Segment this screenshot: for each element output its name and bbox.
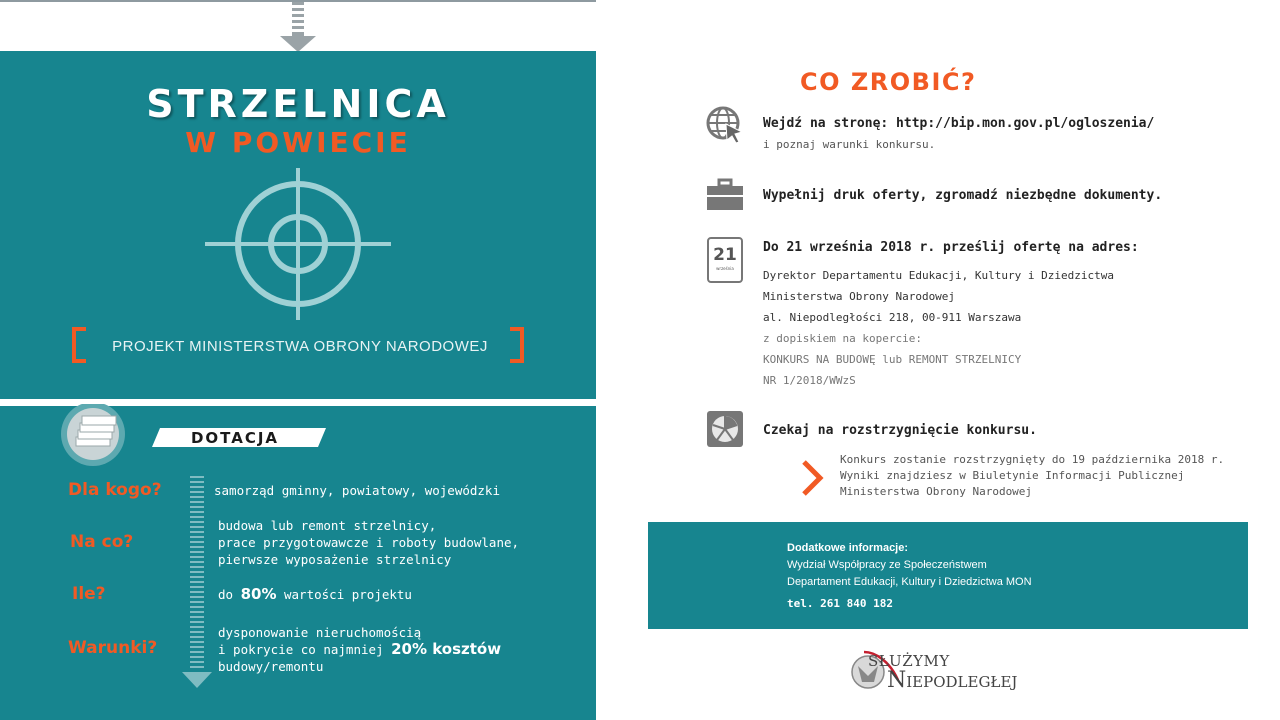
steps-title: CO ZROBIĆ? bbox=[800, 68, 977, 96]
answer-highlight: 20% kosztów bbox=[391, 640, 502, 658]
answer-line: samorząd gminny, powiatowy, wojewódzki bbox=[214, 483, 500, 498]
hourglass-icon bbox=[706, 410, 744, 448]
step4-text: Czekaj na rozstrzygnięcie konkursu. bbox=[763, 423, 1037, 438]
info-line: Departament Edukacji, Kultury i Dziedzictwa MON bbox=[787, 576, 1032, 588]
logo-rest: IEPODLEGŁEJ bbox=[906, 673, 1018, 691]
question-warunki: Warunki? bbox=[68, 638, 158, 658]
result-block bbox=[840, 452, 1224, 500]
step1-sub: i poznaj warunki konkursu. bbox=[763, 138, 936, 151]
question-na-co: Na co? bbox=[70, 532, 134, 552]
logo-line2 bbox=[887, 668, 1017, 693]
answer-line: pierwsze wyposażenie strzelnicy bbox=[218, 552, 452, 567]
address-line: Ministerstwa Obrony Narodowej bbox=[763, 290, 956, 303]
answer-warunki bbox=[218, 624, 501, 675]
answer-text: wartości projektu bbox=[276, 587, 412, 602]
answer-line bbox=[218, 641, 501, 658]
result-line: Konkurs zostanie rozstrzygnięty do 19 października 2018 r. bbox=[840, 453, 1225, 466]
answer-highlight: 80% bbox=[240, 585, 277, 603]
answer-text: i pokrycie co najmniej bbox=[218, 642, 392, 657]
globe-cursor-icon bbox=[706, 106, 744, 144]
answer-line: budowa lub remont strzelnicy, bbox=[218, 518, 437, 533]
poster-title: STRZELNICA bbox=[146, 82, 450, 126]
dotacja-label: DOTACJA bbox=[190, 429, 280, 447]
answer-dla-kogo bbox=[214, 482, 500, 499]
answer-ile bbox=[218, 586, 412, 603]
money-stack-icon bbox=[56, 404, 130, 468]
step1-text: Wejdź na stronę: http://bip.mon.gov.pl/ogloszenia/ bbox=[763, 116, 1155, 131]
logo-initial: N bbox=[887, 668, 907, 693]
calendar-month: września bbox=[716, 266, 734, 271]
address-block bbox=[763, 265, 1114, 391]
result-line: Wyniki znajdziesz w Biuletynie Informacji Publicznej bbox=[840, 469, 1185, 482]
vertical-arrow-icon bbox=[182, 476, 212, 690]
result-line: Ministerstwa Obrony Narodowej bbox=[840, 485, 1033, 498]
address-note: NR 1/2018/WWzS bbox=[763, 374, 856, 387]
info-heading: Dodatkowe informacje: bbox=[787, 542, 909, 554]
step2-text: Wypełnij druk oferty, zgromadź niezbędne dokumenty. bbox=[763, 188, 1163, 203]
answer-line: prace przygotowawcze i roboty budowlane, bbox=[218, 535, 520, 550]
logo-line1: SŁUŻYMY bbox=[868, 652, 950, 670]
step3-text: Do 21 września 2018 r. prześlij ofertę na adres: bbox=[763, 240, 1139, 255]
briefcase-icon bbox=[706, 178, 744, 212]
address-line: al. Niepodległości 218, 00-911 Warszawa bbox=[763, 311, 1022, 324]
question-dla-kogo: Dla kogo? bbox=[68, 480, 162, 500]
address-note: z dopiskiem na kopercie: bbox=[763, 332, 922, 345]
calendar-icon bbox=[706, 236, 744, 284]
target-crosshair-icon bbox=[205, 168, 391, 320]
left-bracket-icon bbox=[70, 327, 90, 363]
info-line: Wydział Współpracy ze Społeczeństwem bbox=[787, 559, 987, 571]
answer-na-co bbox=[218, 517, 519, 568]
info-phone: tel. 261 840 182 bbox=[787, 597, 893, 610]
answer-line: dysponowanie nieruchomością bbox=[218, 625, 422, 640]
address-line: Dyrektor Departamentu Edukacji, Kultury i Dziedzictwa bbox=[763, 269, 1114, 282]
project-label: PROJEKT MINISTERSTWA OBRONY NARODOWEJ bbox=[112, 338, 488, 355]
info-content bbox=[787, 540, 1032, 612]
answer-text: do bbox=[218, 587, 241, 602]
chevron-right-icon bbox=[800, 458, 826, 498]
question-ile: Ile? bbox=[72, 584, 106, 604]
address-note: KONKURS NA BUDOWĘ lub REMONT STRZELNICY bbox=[763, 353, 1022, 366]
poster-subtitle: W POWIECIE bbox=[185, 126, 411, 159]
calendar-day: 21 bbox=[713, 245, 737, 265]
down-arrow-icon bbox=[278, 0, 318, 54]
answer-line: budowy/remontu bbox=[218, 659, 324, 674]
